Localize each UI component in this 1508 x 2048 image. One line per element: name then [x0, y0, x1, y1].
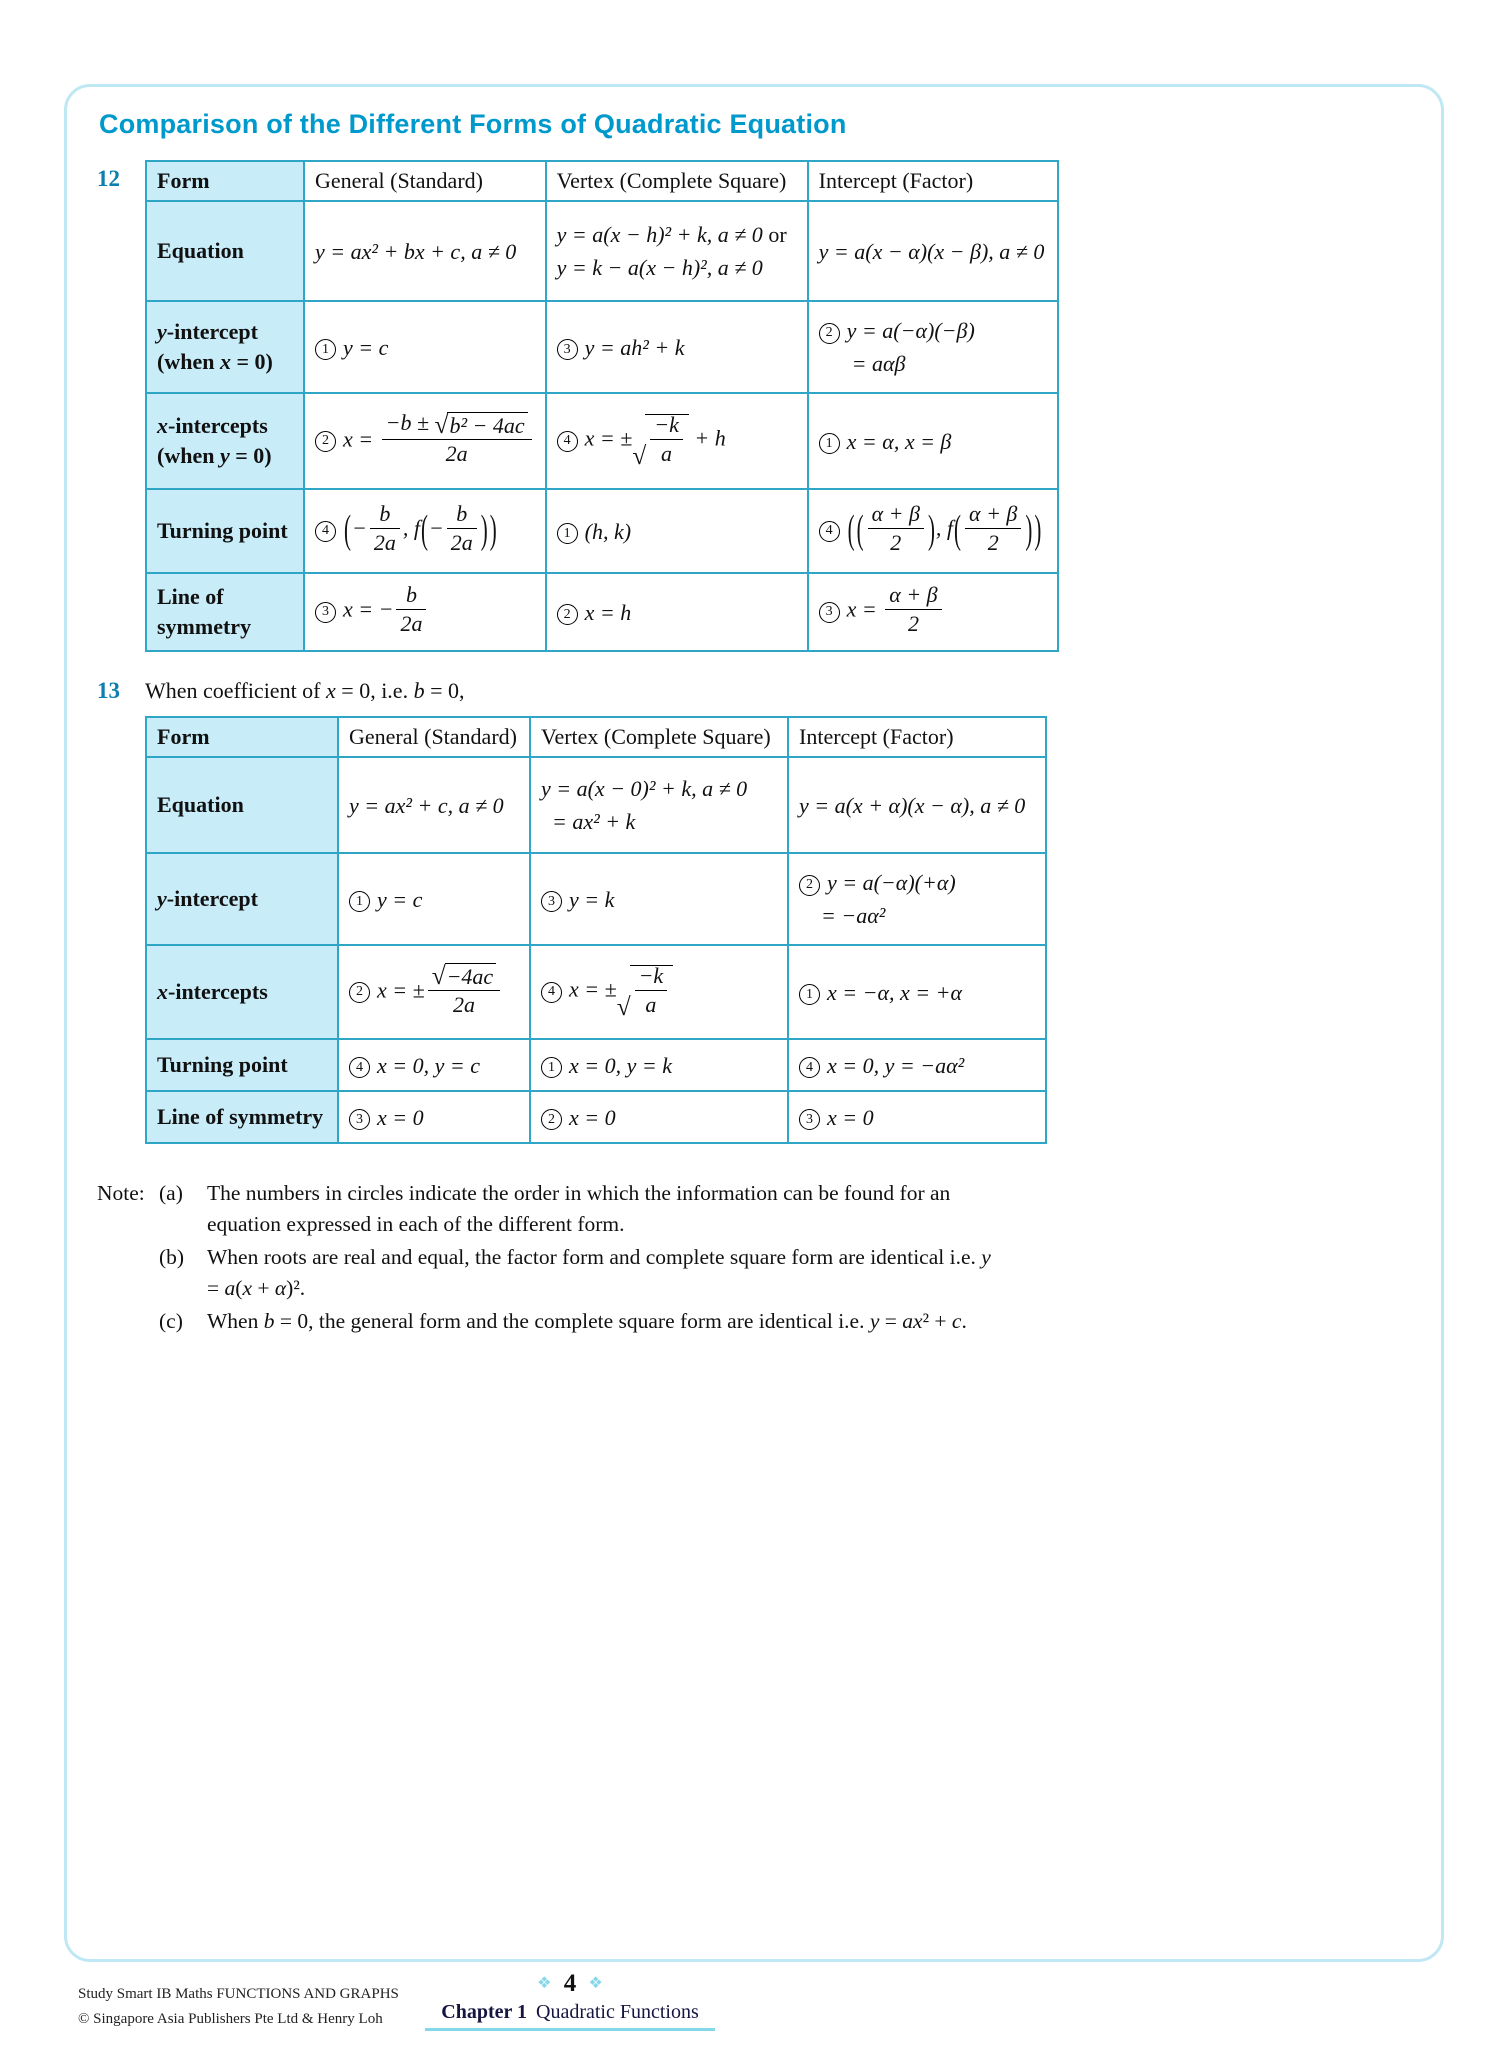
circled-number: 3: [349, 1109, 370, 1130]
row-label: Turning point: [146, 489, 304, 573]
denominator: 2a: [428, 990, 501, 1016]
square-root: [431, 962, 497, 991]
formula-cell: 3 x = 0: [338, 1091, 530, 1143]
math-variable: y: [157, 319, 167, 345]
denominator: a: [650, 439, 683, 465]
formula-cell: 2 x = −b ± √ b² − 4ac 2a: [304, 393, 546, 489]
circled-number: 2: [541, 1109, 562, 1130]
item-12: [97, 160, 1411, 652]
note-item-letter: (b): [159, 1245, 185, 1270]
formula-cell: 1 y = c: [304, 301, 546, 393]
note-item-b: [159, 1242, 1019, 1303]
page-number: 4: [563, 1970, 577, 1997]
fraction: [650, 413, 683, 464]
fraction: [885, 583, 941, 634]
formula-cell: 3 x = $\frac{\alpha + \beta}{2}$: [808, 573, 1058, 651]
denominator: 2a: [370, 528, 400, 554]
numerator: α + β: [871, 501, 920, 527]
big-paren: (: [344, 506, 351, 553]
item-13-body: [145, 672, 1047, 1144]
denominator: a: [635, 990, 668, 1016]
b-zero-forms-table: [145, 716, 1047, 1144]
fraction: [635, 964, 668, 1015]
big-paren: (: [847, 506, 855, 553]
formula-cell: 1 y = c: [338, 853, 530, 945]
imprint-line-2: © Singapore Asia Publishers Pte Ltd & Henry Loh: [78, 2010, 383, 2027]
big-paren: ): [1034, 506, 1042, 553]
diamond-icon: ❖: [588, 1975, 603, 1992]
item-13: [97, 672, 1411, 1144]
circled-number: 4: [799, 1057, 820, 1078]
formula-cell: 1 x = 0, y = k: [530, 1039, 788, 1091]
math-variable: ax: [902, 1309, 923, 1334]
table-row: [146, 1091, 1046, 1143]
formula-cell: 2 y = a(−α)(+α) = −aα²: [788, 853, 1046, 945]
math-variable: y: [157, 886, 167, 912]
formula-cell: 3 y = ah² + k: [546, 301, 808, 393]
table-row: [146, 201, 1058, 301]
circled-number: 4: [315, 521, 336, 542]
numerator: b: [379, 501, 391, 527]
table-row: [146, 757, 1046, 853]
denominator: 2a: [447, 528, 477, 554]
math-variable: b: [413, 678, 425, 703]
footer-center: [425, 1970, 715, 2031]
note-item-text: The numbers in circles indicate the order in which the information can be found for an equation expressed in each of the different form.: [207, 1181, 951, 1236]
circled-number: 4: [349, 1057, 370, 1078]
denominator: 2: [885, 609, 941, 635]
formula-cell: 4 x = ± √ $\frac{-k}{a}$ + h: [546, 393, 808, 489]
row-label: Equation: [146, 757, 338, 853]
row-label: x-intercepts (when y = 0): [146, 393, 304, 489]
math-variable: x: [242, 1275, 252, 1300]
formula-cell: 3 x = − $\frac{b}{2a}$: [304, 573, 546, 651]
row-label: Line of symmetry: [146, 573, 304, 651]
circled-number: 1: [541, 1057, 562, 1078]
table-row: [146, 301, 1058, 393]
diamond-icon: ❖: [537, 1975, 552, 1992]
math-variable: x: [219, 349, 231, 374]
big-paren: ): [1025, 506, 1033, 553]
formula-cell: 1 x = α, x = β: [808, 393, 1058, 489]
formula-cell: 4 (− $\frac{b}{2a}$ , f(− $\frac{b}{2a}$ )): [304, 489, 546, 573]
math-variable: a: [224, 1275, 236, 1300]
circled-number: 1: [799, 984, 820, 1005]
radicand: b² − 4ac: [447, 412, 527, 437]
formula-cell: 4 (( $\frac{\alpha + \beta}{2}$ ), f( $\frac{\alpha + \beta}{2}$ )): [808, 489, 1058, 573]
item-12-number: 12: [97, 166, 120, 191]
item-13-number: 13: [97, 678, 120, 703]
circled-number: 4: [819, 521, 840, 542]
radicand: [645, 414, 689, 467]
circled-number: 2: [819, 323, 840, 344]
page-number-row: [425, 1970, 715, 1998]
table-row: [146, 1039, 1046, 1091]
radical-sign: √: [434, 411, 449, 440]
circled-number: 2: [799, 875, 820, 896]
numerator: α + β: [969, 501, 1018, 527]
circled-number: 4: [557, 431, 578, 452]
row-label: Line of symmetry: [146, 1091, 338, 1143]
note-item-text: When roots are real and equal, the factor form and complete square form are identical i.e. y = a(x + α)².: [207, 1245, 991, 1300]
table-row: [146, 489, 1058, 573]
column-header: Vertex (Complete Square): [530, 717, 788, 757]
circled-number: 1: [315, 339, 336, 360]
big-paren: (: [856, 506, 864, 553]
big-paren: (: [420, 506, 428, 553]
fraction: [447, 502, 477, 553]
math-variable: b: [263, 1309, 275, 1334]
math-variable: c: [951, 1309, 962, 1334]
math-variable: x: [157, 979, 168, 1005]
row-label: Equation: [146, 201, 304, 301]
fraction: [382, 411, 532, 466]
formula-cell: 3 y = k: [530, 853, 788, 945]
formula-cell: y = a(x − α)(x − β), a ≠ 0: [808, 201, 1058, 301]
page-title: Comparison of the Different Forms of Quadratic Equation: [99, 109, 847, 139]
quadratic-forms-table: [145, 160, 1059, 652]
circled-number: 3: [557, 339, 578, 360]
table-row: [146, 853, 1046, 945]
math-variable: x: [157, 413, 168, 439]
note-section: [97, 1178, 1411, 1340]
row-label: x-intercepts: [146, 945, 338, 1039]
fraction: [370, 502, 400, 553]
math-variable: y: [981, 1245, 991, 1270]
math-variable: x: [326, 678, 336, 703]
page-border-frame: [64, 84, 1444, 1962]
item-13-intro: When coefficient of x = 0, i.e. b = 0,: [145, 678, 465, 703]
circled-number: 4: [541, 982, 562, 1003]
formula-cell: 1 x = −α, x = +α: [788, 945, 1046, 1039]
circled-number: 2: [557, 604, 578, 625]
column-header: General (Standard): [338, 717, 530, 757]
denominator: 2a: [382, 439, 532, 465]
imprint: [78, 1982, 399, 2032]
note-label: Note:: [97, 1181, 145, 1205]
fraction: [868, 502, 924, 553]
note-item-a: [159, 1178, 1019, 1239]
note-item-text: When b = 0, the general form and the complete square form are identical i.e. y = ax² + c.: [207, 1309, 967, 1334]
formula-cell: 2 x = h: [546, 573, 808, 651]
formula-cell: y = a(x + α)(x − α), a ≠ 0: [788, 757, 1046, 853]
column-header: General (Standard): [304, 161, 546, 201]
form-header-cell: Form: [146, 161, 304, 201]
math-variable: α: [274, 1275, 287, 1300]
form-header-cell: Form: [146, 717, 338, 757]
numerator: [428, 962, 501, 991]
denominator: 2: [868, 528, 924, 554]
big-paren: ): [927, 506, 935, 553]
upright-text: or: [762, 222, 787, 247]
radical-sign: √: [616, 992, 631, 1021]
radicand: [630, 965, 674, 1018]
square-root: [434, 411, 528, 440]
formula-cell: 2 y = a(−α)(−β) = aαβ: [808, 301, 1058, 393]
numerator: α + β: [889, 582, 938, 608]
table-row: [146, 573, 1058, 651]
formula-cell: 1 (h, k): [546, 489, 808, 573]
column-header: Vertex (Complete Square): [546, 161, 808, 201]
header-row: [146, 717, 1046, 757]
imprint-line-1: Study Smart IB Maths FUNCTIONS AND GRAPHS: [78, 1986, 399, 2002]
table-body: [146, 201, 1058, 651]
numerator: b: [456, 501, 468, 527]
circled-number: 3: [819, 602, 840, 623]
circled-number: 3: [315, 602, 336, 623]
formula-cell: 4 x = 0, y = c: [338, 1039, 530, 1091]
numerator: −k: [654, 412, 679, 438]
column-header: Intercept (Factor): [788, 717, 1046, 757]
big-paren: (: [954, 506, 962, 553]
fraction: [396, 583, 426, 634]
math-variable: y: [219, 443, 230, 468]
denominator: 2a: [396, 609, 426, 635]
denominator: 2: [965, 528, 1021, 554]
formula-cell: 4 x = 0, y = −aα²: [788, 1039, 1046, 1091]
circled-number: 1: [557, 523, 578, 544]
formula-cell: 2 x = ± √ −4ac 2a: [338, 945, 530, 1039]
radicand: −4ac: [445, 963, 497, 988]
table-body: [146, 757, 1046, 1143]
column-header: Intercept (Factor): [808, 161, 1058, 201]
circled-number: 2: [315, 431, 336, 452]
big-paren: ): [489, 506, 497, 553]
note-item-letter: (a): [159, 1181, 183, 1205]
numerator: −b ± √ b² − 4ac: [382, 411, 532, 440]
big-paren: ): [480, 506, 488, 553]
circled-number: 2: [349, 982, 370, 1003]
formula-cell: 2 x = 0: [530, 1091, 788, 1143]
row-label: Turning point: [146, 1039, 338, 1091]
chapter-title: Quadratic Functions: [536, 2000, 699, 2023]
square-root: [616, 963, 674, 1021]
formula-cell: y = a(x − h)² + k, a ≠ 0 or y = k − a(x − h)², a ≠ 0: [546, 201, 808, 301]
numerator: b: [405, 582, 417, 608]
formula-cell: 4 x = ± √ $\frac{-k}{a}$: [530, 945, 788, 1039]
circled-number: 3: [799, 1109, 820, 1130]
table-row: [146, 945, 1046, 1039]
circled-number: 3: [541, 891, 562, 912]
formula-cell: y = ax² + c, a ≠ 0: [338, 757, 530, 853]
note-items: [159, 1178, 1019, 1340]
note-item-letter: (c): [159, 1309, 183, 1334]
formula-cell: 3 x = 0: [788, 1091, 1046, 1143]
circled-number: 1: [349, 891, 370, 912]
row-label: y-intercept (when x = 0): [146, 301, 304, 393]
formula-cell: y = a(x − 0)² + k, a ≠ 0 = ax² + k: [530, 757, 788, 853]
circled-number: 1: [819, 433, 840, 454]
header-row: [146, 161, 1058, 201]
square-root: [632, 412, 689, 470]
formula-cell: y = ax² + bx + c, a ≠ 0: [304, 201, 546, 301]
note-item-c: [159, 1306, 1019, 1337]
math-variable: y: [869, 1309, 880, 1334]
fraction: [428, 962, 501, 1017]
radical-sign: √: [431, 962, 446, 991]
radical-sign: √: [632, 441, 647, 470]
table-row: [146, 393, 1058, 489]
chapter-heading: [425, 2001, 715, 2031]
fraction: [965, 502, 1021, 553]
numerator: −k: [638, 963, 664, 989]
row-label: y-intercept: [146, 853, 338, 945]
chapter-label: Chapter 1: [441, 2000, 527, 2023]
